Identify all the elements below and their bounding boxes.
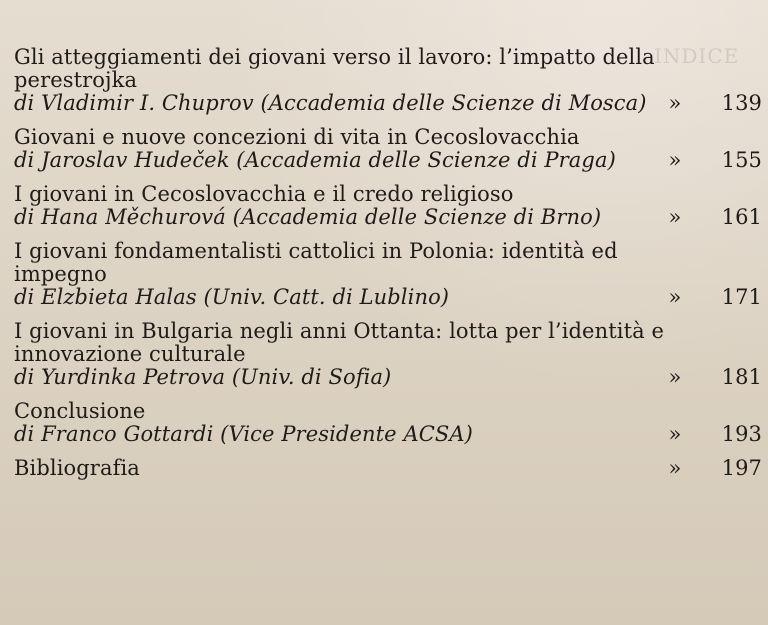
entry-author: di Elzbieta Halas (Univ. Catt. di Lublino): [14, 285, 450, 309]
entry-title-line: innovazione culturale: [14, 342, 246, 366]
page-number: 197: [721, 456, 762, 480]
page-marker: »: [668, 205, 682, 229]
table-of-contents: [14, 46, 762, 480]
entry-author: di Jaroslav Hudeček (Accademia delle Scienze di Praga): [14, 148, 616, 172]
toc-entry: [14, 183, 762, 229]
bleed-through-text: INDICE: [654, 44, 740, 68]
toc-entry: [14, 320, 762, 389]
entry-title-line: I giovani in Cecoslovacchia e il credo religioso: [14, 182, 514, 206]
page-reference: [666, 286, 762, 309]
entry-title-line: Giovani e nuove concezioni di vita in Cecoslovacchia: [14, 125, 580, 149]
entry-title-line: I giovani in Bulgaria negli anni Ottanta: lotta per l’identità e: [14, 319, 665, 343]
page-reference: [666, 457, 762, 480]
page-reference: [666, 206, 762, 229]
page-marker: »: [668, 422, 682, 446]
page-number: 181: [721, 365, 762, 389]
entry-title-line: I giovani fondamentalisti cattolici in Polonia: identità ed: [14, 239, 618, 263]
entry-author: di Vladimir I. Chuprov (Accademia delle Scienze di Mosca): [14, 91, 647, 115]
page-marker: »: [668, 91, 682, 115]
page-number: 139: [721, 91, 762, 115]
toc-entry: [14, 457, 762, 480]
entry-title-line: Bibliografia: [14, 456, 140, 480]
toc-entry: [14, 240, 762, 309]
entry-title-line: Gli atteggiamenti dei giovani verso il lavoro: l’impatto della: [14, 45, 655, 69]
page-number: 155: [721, 148, 762, 172]
page-reference: [666, 92, 762, 115]
page-reference: [666, 149, 762, 172]
toc-entry: [14, 400, 762, 446]
entry-author: di Franco Gottardi (Vice Presidente ACSA): [14, 422, 473, 446]
page-marker: »: [668, 365, 682, 389]
page-reference: [666, 423, 762, 446]
page-number: 193: [721, 422, 762, 446]
toc-entry: [14, 126, 762, 172]
entry-title-line: perestrojka: [14, 68, 138, 92]
page-marker: »: [668, 148, 682, 172]
page-number: 161: [721, 205, 762, 229]
page-number: 171: [721, 285, 762, 309]
entry-author: di Hana Měchurová (Accademia delle Scienze di Brno): [14, 205, 602, 229]
page-marker: »: [668, 456, 682, 480]
entry-title-line: impegno: [14, 262, 107, 286]
entry-author: di Yurdinka Petrova (Univ. di Sofia): [14, 365, 392, 389]
entry-title-line: Conclusione: [14, 399, 146, 423]
toc-entry: [14, 46, 762, 115]
page-marker: »: [668, 285, 682, 309]
page-reference: [666, 366, 762, 389]
